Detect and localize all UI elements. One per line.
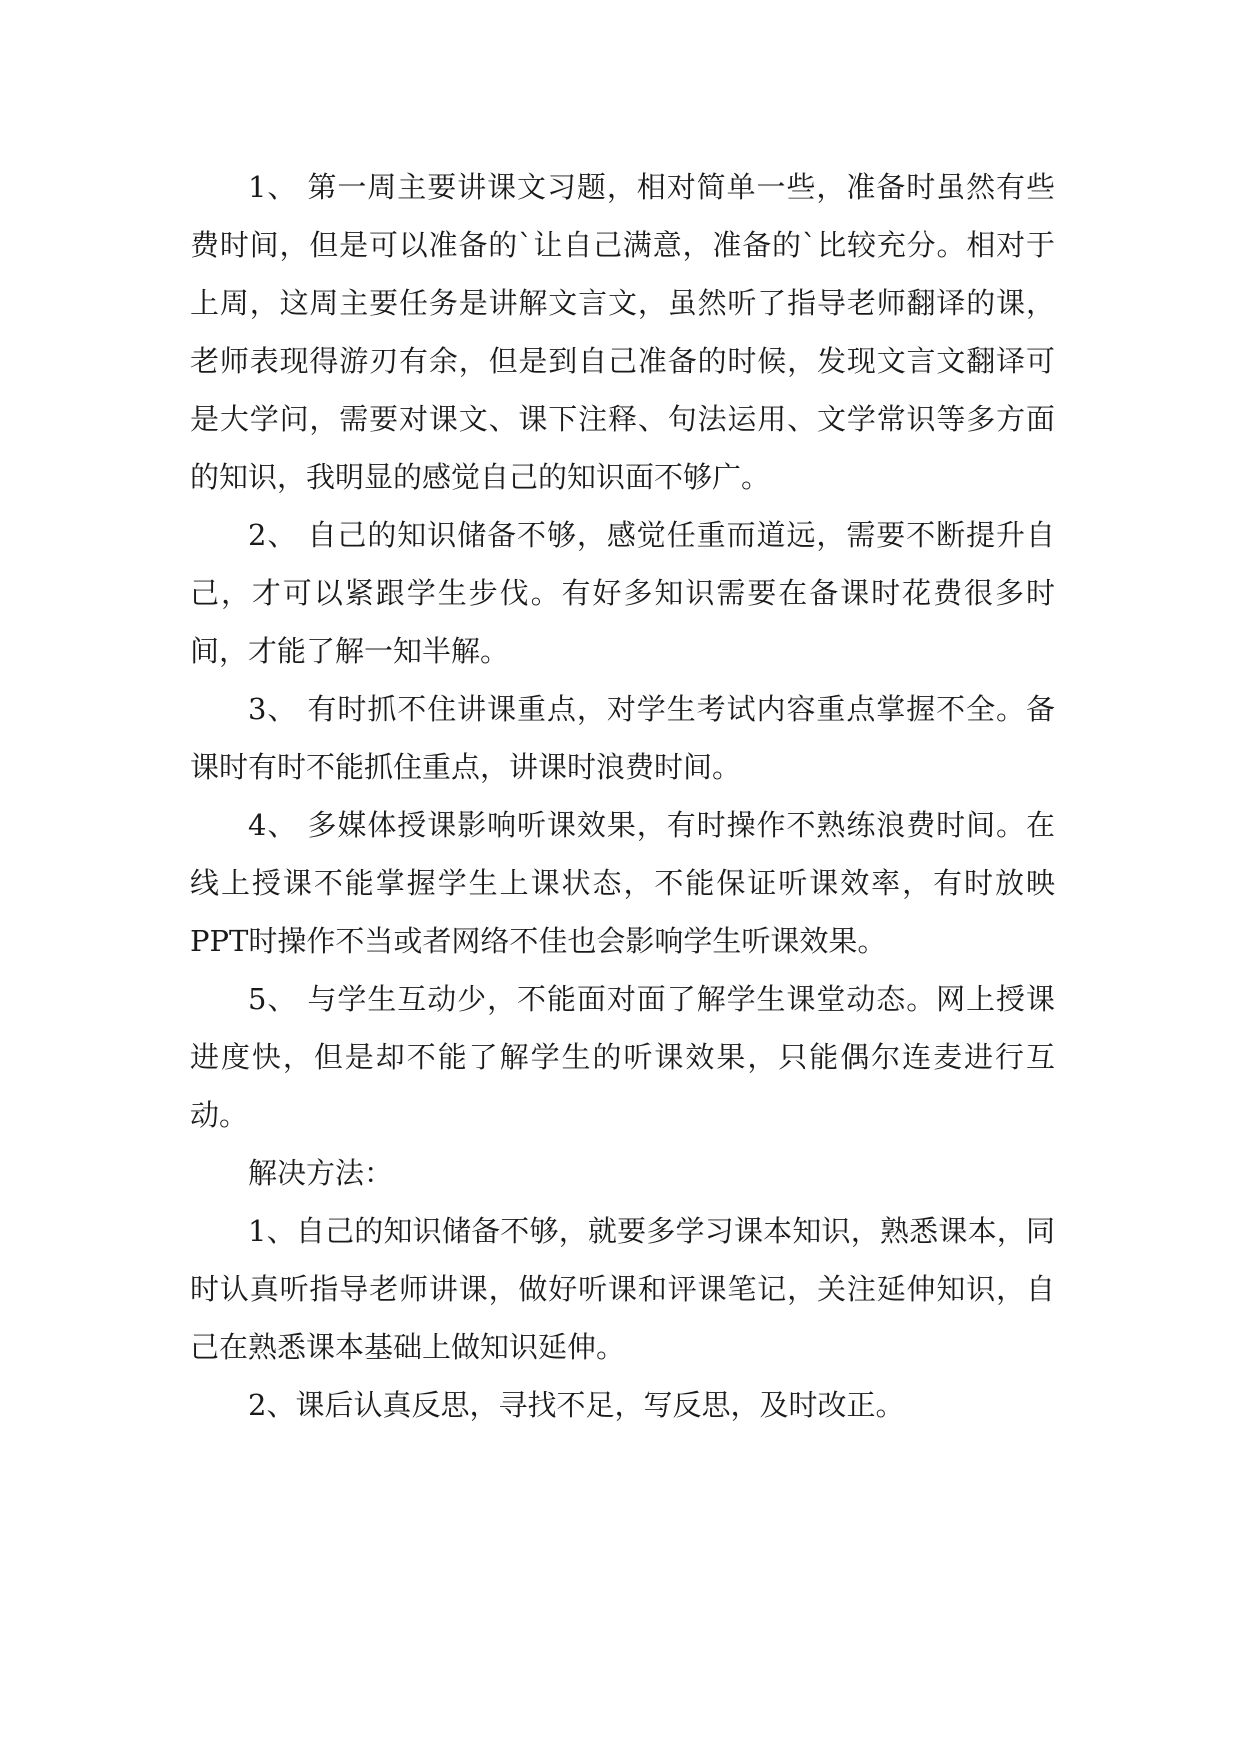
paragraph-problem-3: 3、 有时抓不住讲课重点，对学生考试内容重点掌握不全。备课时有时不能抓住重点，讲课时浪费时间。 <box>190 692 1055 784</box>
paragraph-problem-4: 4、 多媒体授课影响听课效果，有时操作不熟练浪费时间。在线上授课不能掌握学生上课状态，不能保证听课效率，有时放映PPT时操作不当或者网络不佳也会影响学生听课效果。 <box>190 808 1055 958</box>
document-page <box>190 158 1055 1434</box>
section-heading-solutions: 解决方法： <box>248 1156 394 1190</box>
paragraph-problem-1: 1、 第一周主要讲课文习题，相对简单一些，准备时虽然有些费时间，但是可以准备的`让自己满意，准备的`比较充分。相对于上周，这周主要任务是讲解文言文，虽然听了指导老师翻译的课，老师表现得游刃有余，但是到自己准备的时候，发现文言文翻译可是大学问，需要对课文、课下注释、句法运用、文学常识等多方面的知识，我明显的感觉自己的知识面不够广。 <box>190 170 1055 494</box>
paragraph-solution-2: 2、课后认真反思，寻找不足，写反思，及时改正。 <box>248 1388 905 1422</box>
paragraph-problem-5: 5、 与学生互动少，不能面对面了解学生课堂动态。网上授课进度快，但是却不能了解学生的听课效果，只能偶尔连麦进行互动。 <box>190 982 1055 1132</box>
paragraph-solution-1: 1、自己的知识储备不够，就要多学习课本知识，熟悉课本，同时认真听指导老师讲课，做好听课和评课笔记，关注延伸知识，自己在熟悉课本基础上做知识延伸。 <box>190 1214 1055 1364</box>
paragraph-problem-2: 2、 自己的知识储备不够，感觉任重而道远，需要不断提升自己，才可以紧跟学生步伐。有好多知识需要在备课时花费很多时间，才能了解一知半解。 <box>190 518 1055 668</box>
